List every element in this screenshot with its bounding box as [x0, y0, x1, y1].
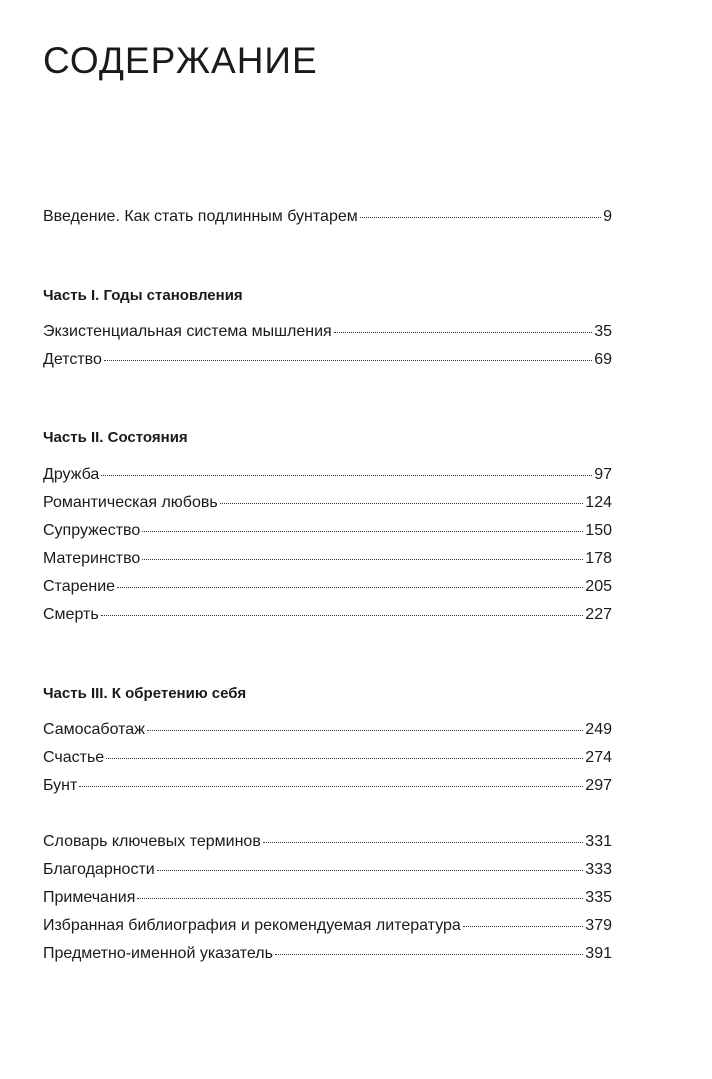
toc-entry-label: Введение. Как стать подлинным бунтарем	[43, 208, 358, 225]
toc-entry-label: Благодарности	[43, 861, 155, 878]
toc-entry[interactable]	[43, 888, 612, 908]
toc-entry-page: 124	[585, 494, 612, 511]
toc-entry[interactable]	[43, 832, 612, 852]
toc-entry[interactable]	[43, 776, 612, 796]
toc-entry-label: Экзистенциальная система мышления	[43, 323, 332, 340]
toc-entry-page: 391	[585, 945, 612, 962]
toc-entry[interactable]	[43, 493, 612, 513]
dot-leader	[104, 360, 592, 361]
toc-entry-page: 227	[585, 606, 612, 623]
toc-entry[interactable]	[43, 944, 612, 964]
toc-entry[interactable]	[43, 350, 612, 370]
toc-entry[interactable]	[43, 521, 612, 541]
dot-leader	[101, 615, 584, 616]
toc-entry-label: Бунт	[43, 777, 78, 794]
toc-entry[interactable]	[43, 322, 612, 342]
toc-entry-page: 9	[603, 208, 612, 225]
toc-entry-label: Супружество	[43, 522, 141, 539]
toc-entry-label: Предметно-именной указатель	[43, 945, 273, 962]
toc-entry-page: 178	[585, 550, 612, 567]
toc-entry-page: 335	[585, 889, 612, 906]
dot-leader	[360, 217, 601, 218]
toc-entry-page: 97	[594, 466, 612, 483]
toc-entry-page: 150	[585, 522, 612, 539]
toc-entry-page: 249	[585, 721, 612, 738]
part-heading-3: Часть III. К обретению себя	[43, 685, 247, 702]
toc-entry-label: Романтическая любовь	[43, 494, 218, 511]
toc-entry-label: Счастье	[43, 749, 105, 766]
toc-entry-page: 205	[585, 578, 612, 595]
toc-entry-page: 35	[594, 323, 612, 340]
toc-entry-page: 379	[585, 917, 612, 934]
toc-entry[interactable]	[43, 720, 612, 740]
toc-entry[interactable]	[43, 748, 612, 768]
part-heading-1: Часть I. Годы становления	[43, 287, 243, 304]
toc-entry-label: Дружба	[43, 466, 100, 483]
toc-entry-page: 297	[585, 777, 612, 794]
toc-entry[interactable]	[43, 549, 612, 569]
dot-leader	[220, 503, 584, 504]
dot-leader	[463, 926, 583, 927]
toc-entry-label: Примечания	[43, 889, 136, 906]
dot-leader	[275, 954, 583, 955]
dot-leader	[106, 758, 583, 759]
toc-entry-page: 69	[594, 351, 612, 368]
dot-leader	[147, 730, 583, 731]
dot-leader	[117, 587, 583, 588]
dot-leader	[79, 786, 583, 787]
toc-entry[interactable]	[43, 465, 612, 485]
toc-entry-label: Самосаботаж	[43, 721, 145, 738]
toc-entry[interactable]	[43, 605, 612, 625]
dot-leader	[137, 898, 583, 899]
toc-entry-label: Старение	[43, 578, 116, 595]
part-heading-2: Часть II. Состояния	[43, 429, 188, 446]
dot-leader	[142, 559, 583, 560]
dot-leader	[142, 531, 583, 532]
toc-entry-label: Избранная библиография и рекомендуемая литература	[43, 917, 461, 934]
toc-entry-label: Материнство	[43, 550, 141, 567]
toc-entry[interactable]	[43, 577, 612, 597]
toc-entry-label: Детство	[43, 351, 102, 368]
dot-leader	[157, 870, 584, 871]
toc-entry[interactable]	[43, 916, 612, 936]
dot-leader	[101, 475, 592, 476]
page-title: СОДЕРЖАНИЕ	[43, 40, 318, 81]
toc-entry[interactable]	[43, 860, 612, 880]
toc-entry-intro[interactable]	[43, 207, 612, 227]
toc-entry-page: 274	[585, 749, 612, 766]
dot-leader	[263, 842, 583, 843]
dot-leader	[334, 332, 593, 333]
toc-entry-label: Смерть	[43, 606, 99, 623]
toc-entry-page: 333	[585, 861, 612, 878]
toc-entry-page: 331	[585, 833, 612, 850]
toc-entry-label: Словарь ключевых терминов	[43, 833, 261, 850]
